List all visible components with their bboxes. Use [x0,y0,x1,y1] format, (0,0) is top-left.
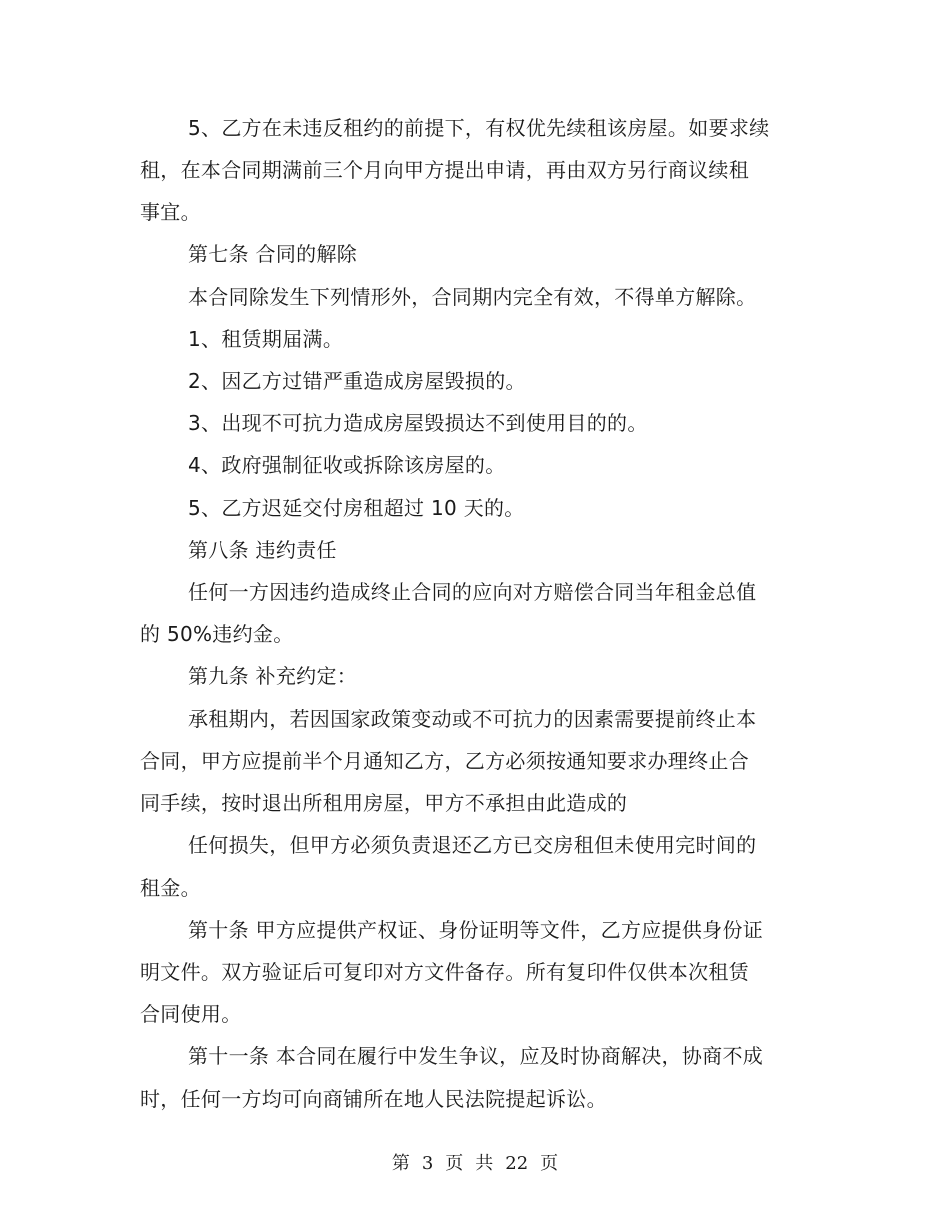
paragraph-line: 合同，甲方应提前半个月通知乙方，乙方必须按通知要求办理终止合 [140,749,749,773]
list-item: 5、乙方迟延交付房租超过 10 天的。 [188,496,525,520]
footer-suffix: 页 [540,1153,559,1174]
section-heading: 第八条 违约责任 [188,538,337,562]
footer-prefix: 第 [391,1153,410,1174]
section-heading: 第九条 补充约定： [188,664,358,688]
section-heading: 第七条 合同的解除 [188,242,358,266]
paragraph-line: 第十一条 本合同在履行中发生争议，应及时协商解决，协商不成 [188,1044,764,1068]
list-item: 4、政府强制征收或拆除该房屋的。 [188,453,506,477]
list-item: 2、因乙方过错严重造成房屋毁损的。 [188,369,526,393]
footer-page-label: 页 [445,1153,464,1174]
paragraph-line: 事宜。 [140,200,201,224]
list-item: 3、出现不可抗力造成房屋毁损达不到使用目的的。 [188,411,648,435]
paragraph-line: 的 50%违约金。 [140,622,294,646]
paragraph-line: 租，在本合同期满前三个月向甲方提出申请，再由双方另行商议续租 [140,158,749,182]
paragraph-line: 承租期内，若因国家政策变动或不可抗力的因素需要提前终止本 [188,707,757,731]
paragraph-line: 合同使用。 [140,1002,242,1026]
current-page-number: 3 [421,1153,434,1174]
paragraph-line: 任何损失，但甲方必须负责退还乙方已交房租但未使用完时间的 [188,833,757,857]
paragraph-line: 5、乙方在未违反租约的前提下，有权优先续租该房屋。如要求续 [188,116,770,140]
paragraph-line: 第十条 甲方应提供产权证、身份证明等文件，乙方应提供身份证 [188,918,764,942]
paragraph-line: 租金。 [140,876,201,900]
page-footer [0,1152,950,1176]
footer-total-label: 共 [475,1153,494,1174]
total-page-count: 22 [505,1153,529,1174]
paragraph-line: 时，任何一方均可向商铺所在地人民法院提起诉讼。 [140,1087,607,1111]
paragraph-line: 明文件。双方验证后可复印对方文件备存。所有复印件仅供本次租赁 [140,960,749,984]
paragraph-line: 同手续，按时退出所租用房屋，甲方不承担由此造成的 [140,791,628,815]
paragraph-line: 本合同除发生下列情形外，合同期内完全有效，不得单方解除。 [188,285,757,309]
list-item: 1、租赁期届满。 [188,327,344,351]
paragraph-line: 任何一方因违约造成终止合同的应向对方赔偿合同当年租金总值 [188,580,757,604]
